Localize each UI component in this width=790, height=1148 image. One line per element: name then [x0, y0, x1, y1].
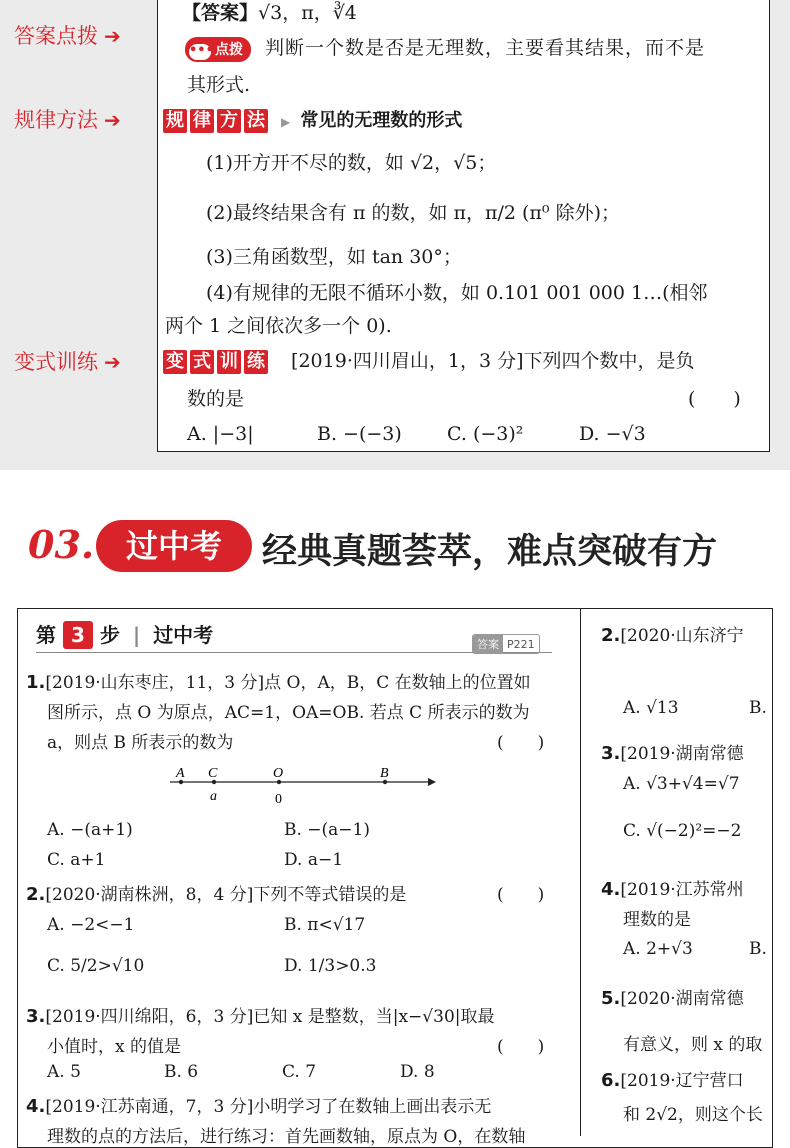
- hint-line-2: 其形式.: [187, 74, 251, 96]
- label-a-value: a: [210, 789, 217, 804]
- answer-blank: ( ): [497, 733, 545, 753]
- section-number: 03.: [28, 522, 95, 567]
- question-4: 4.[2019·江苏南通，7，3 分]小明学习了在数轴上画出表示无: [26, 1096, 492, 1117]
- label-o: O: [273, 766, 284, 781]
- q1-option-c: C. a+1: [47, 850, 106, 870]
- right-q3-option-a: A. √3+√4=√7: [623, 774, 740, 794]
- question-3: 3.[2019·四川绵阳，6，3 分]已知 x 是整数，当|x−√30|取最: [26, 1006, 495, 1027]
- method-heading: 规 律 方 法 ▶ 常见的无理数的形式: [163, 106, 462, 133]
- method-item-4-cont: 两个 1 之间依次多一个 0).: [165, 315, 392, 337]
- callout-answer-hint: 答案点拨 ➔: [14, 24, 121, 48]
- right-question-6: 6.[2019·辽宁营口: [601, 1070, 744, 1091]
- option-c: C. (−3)²: [447, 423, 524, 445]
- label-b: B: [380, 766, 389, 781]
- step-header: 第 3 步 | 过中考: [36, 623, 214, 647]
- variant-heading: 变 式 训 练 [2019·四川眉山，1，3 分]下列四个数中，是负: [163, 346, 694, 374]
- q2-option-c: C. 5/2>√10: [47, 956, 145, 976]
- question-1-line3: a，则点 B 所表示的数为: [47, 733, 234, 753]
- question-3-line2: 小值时，x 的值是: [47, 1037, 181, 1057]
- right-q6-line2: 和 2√2，则这个长: [623, 1105, 763, 1125]
- q1-option-d: D. a−1: [284, 850, 344, 870]
- answer-page-badge: 答案 P221: [472, 634, 540, 654]
- option-d: D. −√3: [579, 423, 646, 445]
- explanation-box: [157, 0, 770, 452]
- method-item-4: (4)有规律的无限不循环小数，如 0.101 001 000 1…(相邻: [206, 282, 708, 304]
- question-4-line2: 理数的点的方法后，进行练习：首先画数轴，原点为 O，在数轴: [47, 1127, 526, 1147]
- label-zero: 0: [275, 792, 282, 807]
- q2-option-d: D. 1/3>0.3: [284, 956, 377, 976]
- answer-blank: ( ): [497, 1037, 545, 1057]
- right-q4-line2: 理数的是: [623, 910, 691, 930]
- method-item-3: (3)三角函数型，如 tan 30°；: [206, 246, 462, 268]
- hint-pill: •••点拨: [185, 37, 251, 62]
- number-line: [166, 760, 436, 810]
- answer-blank: ( ): [497, 885, 545, 905]
- section-title: 经典真题荟萃，难点突破有方: [262, 532, 718, 572]
- q3-option-a: A. 5: [47, 1062, 81, 1082]
- method-item-2: (2)最终结果含有 π 的数，如 π，π/2 (π⁰ 除外)；: [206, 202, 620, 224]
- label-c: C: [208, 766, 218, 781]
- label-a: A: [176, 766, 185, 781]
- arrow-right-icon: ➔: [104, 24, 121, 48]
- triangle-right-icon: ▶: [281, 115, 291, 129]
- right-q3-option-c: C. √(−2)²=−2: [623, 821, 742, 841]
- arrowhead-icon: [428, 778, 436, 786]
- right-q5-line2: 有意义，则 x 的取: [623, 1035, 763, 1055]
- arrow-right-icon: ➔: [104, 108, 121, 132]
- method-item-1: (1)开方开不尽的数，如 √2，√5；: [206, 152, 497, 174]
- question-1-line2: 图所示，点 O 为原点，AC=1，OA=OB. 若点 C 所表示的数为: [47, 703, 530, 723]
- right-q4-option-a: A. 2+√3: [623, 939, 693, 959]
- q3-option-d: D. 8: [400, 1062, 435, 1082]
- right-q4-option-b: B.: [749, 939, 767, 959]
- q2-option-b: B. π<√17: [284, 915, 366, 935]
- variant-question-cont: 数的是: [187, 388, 245, 410]
- arrow-right-icon: ➔: [104, 350, 121, 374]
- callout-method: 规律方法 ➔: [14, 108, 121, 132]
- section-pill: 过中考: [96, 520, 252, 572]
- q2-option-a: A. −2<−1: [47, 915, 135, 935]
- callout-variant: 变式训练 ➔: [14, 350, 121, 374]
- right-column: [581, 609, 771, 1136]
- answer-blank: ( ): [688, 388, 741, 410]
- right-q2-option-a: A. √13: [623, 698, 679, 718]
- right-q2-option-b: B.: [749, 698, 767, 718]
- question-2: 2.[2020·湖南株洲，8，4 分]下列不等式错误的是: [26, 884, 407, 905]
- q1-option-b: B. −(a−1): [284, 820, 371, 840]
- option-b: B. −(−3): [317, 423, 402, 445]
- ellipsis-icon: •••: [189, 43, 214, 58]
- question-1: 1.[2019·山东枣庄，11，3 分]点 O，A，B，C 在数轴上的位置如: [26, 672, 531, 693]
- right-question-5: 5.[2020·湖南常德: [601, 988, 744, 1009]
- right-question-2: 2.[2020·山东济宁: [601, 625, 744, 646]
- right-question-3: 3.[2019·湖南常德: [601, 743, 744, 764]
- q3-option-c: C. 7: [282, 1062, 317, 1082]
- q1-option-a: A. −(a+1): [47, 820, 133, 840]
- option-a: A. |−3|: [187, 423, 254, 445]
- hint-line: •••点拨 判断一个数是否是无理数，主要看其结果，而不是: [185, 33, 705, 62]
- q3-option-b: B. 6: [164, 1062, 199, 1082]
- answer-line: 【答案】√3，π，∛4: [182, 2, 357, 24]
- right-question-4: 4.[2019·江苏常州: [601, 879, 744, 900]
